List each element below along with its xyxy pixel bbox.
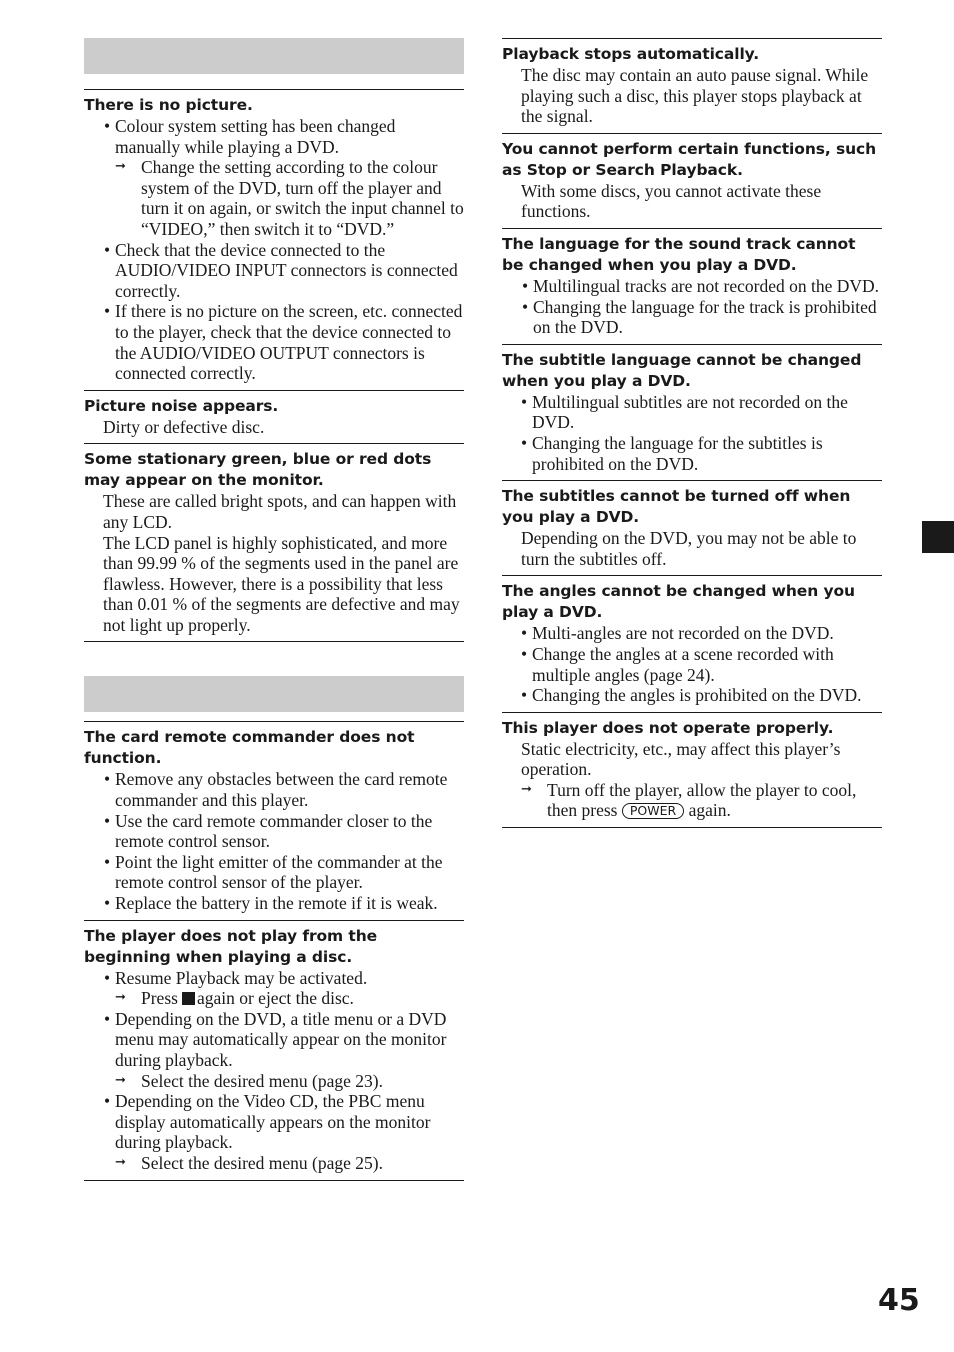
remedy-item: ➞ Press again or eject the disc. xyxy=(115,988,354,1009)
section-tab-marker xyxy=(922,521,954,553)
entry-heading: The card remote commander does not function. xyxy=(84,728,415,768)
stop-icon xyxy=(182,992,195,1005)
entry-text: Depending on the DVD, you may not be able to turn the subtitles off. xyxy=(521,528,857,569)
bullet-glyph: • xyxy=(522,296,529,317)
entry-sound-track-language xyxy=(502,229,882,345)
entry-heading: Picture noise appears. xyxy=(84,396,279,415)
arrow-icon: ➞ xyxy=(115,1154,126,1170)
entry-subtitles-off xyxy=(502,481,882,576)
entry-playback-stops xyxy=(502,38,882,134)
bullet-glyph: • xyxy=(521,391,528,412)
bullet-item: • Changing the angles is prohibited on the DVD. xyxy=(521,685,862,706)
entry-heading: The angles cannot be changed when you play a DVD. xyxy=(502,582,855,622)
entry-heading: You cannot perform certain functions, such as Stop or Search Playback. xyxy=(502,139,877,179)
arrow-icon: ➞ xyxy=(115,159,126,175)
entry-no-picture xyxy=(84,90,464,391)
right-column xyxy=(502,38,882,828)
bullet-glyph: • xyxy=(522,275,529,296)
bullet-glyph: • xyxy=(521,623,528,644)
bullet-glyph: • xyxy=(104,769,111,790)
bullet-glyph: • xyxy=(104,893,111,914)
entry-text: With some discs, you cannot activate these functions. xyxy=(521,180,822,222)
bullet-item: • Use the card remote commander closer to the remote control sensor. xyxy=(104,810,433,852)
entry-text: Dirty or defective disc. xyxy=(103,416,265,437)
arrow-icon: ➞ xyxy=(115,1072,126,1088)
bullet-glyph: • xyxy=(104,301,111,322)
entry-heading: This player does not operate properly. xyxy=(502,718,834,737)
bullet-glyph: • xyxy=(521,432,528,453)
section-gap xyxy=(84,642,464,676)
bullet-glyph: • xyxy=(104,1008,111,1029)
bullet-item: • Changing the language for the subtitles is prohibited on the DVD. xyxy=(521,432,823,474)
entry-angles xyxy=(502,576,882,712)
section-header-band xyxy=(84,38,464,74)
entry-picture-noise xyxy=(84,391,464,445)
bullet-item: • Replace the battery in the remote if it is weak. xyxy=(104,893,438,914)
entry-subtitle-language xyxy=(502,345,882,481)
bullet-item: • Multilingual subtitles are not recorded on the DVD. xyxy=(521,391,848,433)
entry-text: The disc may contain an auto pause signal. While playing such a disc, this player stops playback at the signal. xyxy=(521,65,869,127)
left-column xyxy=(84,38,464,1181)
arrow-icon: ➞ xyxy=(115,990,126,1006)
bullet-item: • Multilingual tracks are not recorded on the DVD. xyxy=(522,275,880,296)
entry-play-from-beginning xyxy=(84,921,464,1181)
bullet-item: • Point the light emitter of the commander at the remote control sensor of the player. xyxy=(104,851,443,893)
arrow-icon: ➞ xyxy=(521,781,532,797)
bullet-glyph: • xyxy=(104,851,111,872)
entry-does-not-operate xyxy=(502,713,882,828)
entry-certain-functions xyxy=(502,134,882,229)
bullet-glyph: • xyxy=(104,967,111,988)
bullet-glyph: • xyxy=(104,116,111,136)
bullet-glyph: • xyxy=(104,1091,111,1112)
bullet-item: • Depending on the Video CD, the PBC menu display automatically appears on the monitor during playback. xyxy=(104,1091,431,1153)
bullet-item: • Multi-angles are not recorded on the DVD. xyxy=(521,623,834,644)
entry-text: These are called bright spots, and can happen with any LCD. xyxy=(103,491,457,532)
entry-heading: There is no picture. xyxy=(84,96,253,114)
bullet-item: • If there is no picture on the screen, etc. connected to the player, check that the device connected to the AUDIO/VIDEO OUTPUT connectors is connected correctly. xyxy=(104,301,463,384)
bullet-item: • Check that the device connected to the AUDIO/VIDEO INPUT connectors is connected correctly. xyxy=(104,239,458,301)
entry-text: The LCD panel is highly sophisticated, and more than 99.99 % of the segments used in the panel are flawless. However, there is a possibility that less than 0.01 % of the segments are defective and may not light up properly. xyxy=(103,532,460,635)
bullet-item: • Remove any obstacles between the card remote commander and this player. xyxy=(104,769,448,811)
bullet-glyph: • xyxy=(521,685,528,706)
power-button-label: POWER xyxy=(622,803,684,819)
bullet-glyph: • xyxy=(521,643,528,664)
entry-stationary-dots xyxy=(84,444,464,642)
remedy-item: ➞ Select the desired menu (page 25). xyxy=(115,1152,383,1173)
page-number: 45 xyxy=(878,1283,920,1318)
entry-heading: Some stationary green, blue or red dots may appear on the monitor. xyxy=(84,450,432,490)
entry-heading: The language for the sound track cannot be changed when you play a DVD. xyxy=(502,234,856,274)
entry-heading: The player does not play from the beginning when playing a disc. xyxy=(84,926,378,966)
section-header-band xyxy=(84,676,464,712)
bullet-item: • Changing the language for the track is prohibited on the DVD. xyxy=(522,296,877,338)
entry-heading: The subtitle language cannot be changed when you play a DVD. xyxy=(502,350,862,390)
remedy-item: ➞ Select the desired menu (page 23). xyxy=(115,1070,383,1091)
remedy-item: ➞ Change the setting according to the colour system of the DVD, turn off the player and turn it on again, or switch the input channel to “VIDEO,” then switch it to “DVD.” xyxy=(115,157,464,239)
bullet-item: • Change the angles at a scene recorded with multiple angles (page 24). xyxy=(521,643,834,685)
bullet-item: • Resume Playback may be activated. xyxy=(104,967,368,988)
entry-heading: The subtitles cannot be turned off when you play a DVD. xyxy=(502,487,851,527)
entry-heading: Playback stops automatically. xyxy=(502,45,760,63)
entry-text: Static electricity, etc., may affect this player’s operation. xyxy=(521,738,841,780)
bullet-item: • Depending on the DVD, a title menu or a DVD menu may automatically appear on the monitor during playback. xyxy=(104,1008,447,1070)
bullet-item: • Colour system setting has been changed manually while playing a DVD. xyxy=(104,116,396,157)
remedy-item: ➞ Turn off the player, allow the player to cool, then press POWER again. xyxy=(521,779,857,821)
bullet-glyph: • xyxy=(104,810,111,831)
entry-remote-commander xyxy=(84,722,464,920)
bullet-glyph: • xyxy=(104,239,111,260)
